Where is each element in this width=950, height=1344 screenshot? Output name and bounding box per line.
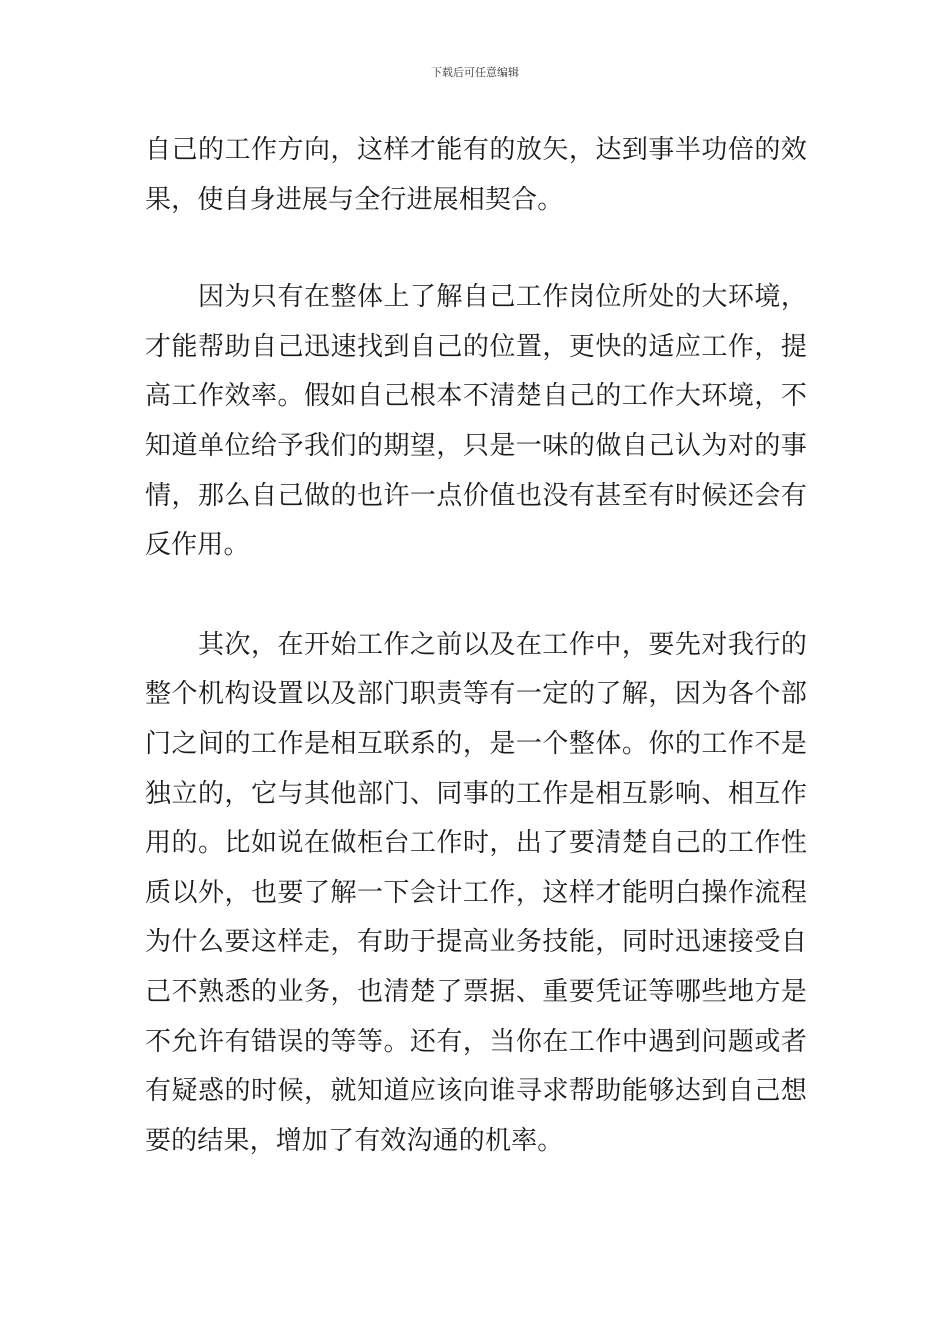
document-body bbox=[145, 126, 807, 1166]
text-line: 为什么要这样走，有助于提高业务技能，同时迅速接受自 bbox=[145, 927, 807, 958]
text-line: 自己的工作方向，这样才能有的放矢，达到事半功倍的效 bbox=[145, 135, 807, 165]
text-line: 门之间的工作是相互联系的，是一个整体。你的工作不是 bbox=[145, 728, 807, 759]
text-line: 才能帮助自己迅速找到自己的位置，更快的适应工作，提 bbox=[145, 331, 807, 362]
text-line: 整个机构设置以及部门职责等有一定的了解，因为各个部 bbox=[145, 679, 807, 710]
text-line: 有疑惑的时候，就知道应该向谁寻求帮助能够达到自己想 bbox=[145, 1076, 807, 1107]
text-line: 独立的，它与其他部门、同事的工作是相互影响、相互作 bbox=[145, 778, 807, 809]
paragraph-1 bbox=[145, 126, 807, 225]
page-header: 下载后可任意编辑 bbox=[431, 66, 519, 79]
text-line: 其次，在开始工作之前以及在工作中，要先对我行的 bbox=[145, 629, 807, 660]
paragraph-3 bbox=[145, 621, 807, 1167]
text-line: 用的。比如说在做柜台工作时，出了要清楚自己的工作性 bbox=[145, 828, 807, 859]
text-line: 要的结果，增加了有效沟通的机率。 bbox=[145, 1125, 564, 1156]
text-line: 因为只有在整体上了解自己工作岗位所处的大环境， bbox=[145, 282, 807, 313]
text-line: 不允许有错误的等等。还有，当你在工作中遇到问题或者 bbox=[145, 1026, 807, 1057]
text-line: 情，那么自己做的也许一点价值也没有甚至有时候还会有 bbox=[145, 480, 807, 511]
text-line: 质以外，也要了解一下会计工作，这样才能明白操作流程 bbox=[145, 877, 807, 908]
paragraph-2 bbox=[145, 273, 807, 571]
text-line: 己不熟悉的业务，也清楚了票据、重要凭证等哪些地方是 bbox=[145, 976, 807, 1007]
text-line: 知道单位给予我们的期望，只是一味的做自己认为对的事 bbox=[145, 430, 807, 461]
text-line: 反作用。 bbox=[145, 530, 250, 561]
text-line: 果，使自身进展与全行进展相契合。 bbox=[145, 184, 564, 215]
text-line: 高工作效率。假如自己根本不清楚自己的工作大环境，不 bbox=[145, 381, 807, 412]
